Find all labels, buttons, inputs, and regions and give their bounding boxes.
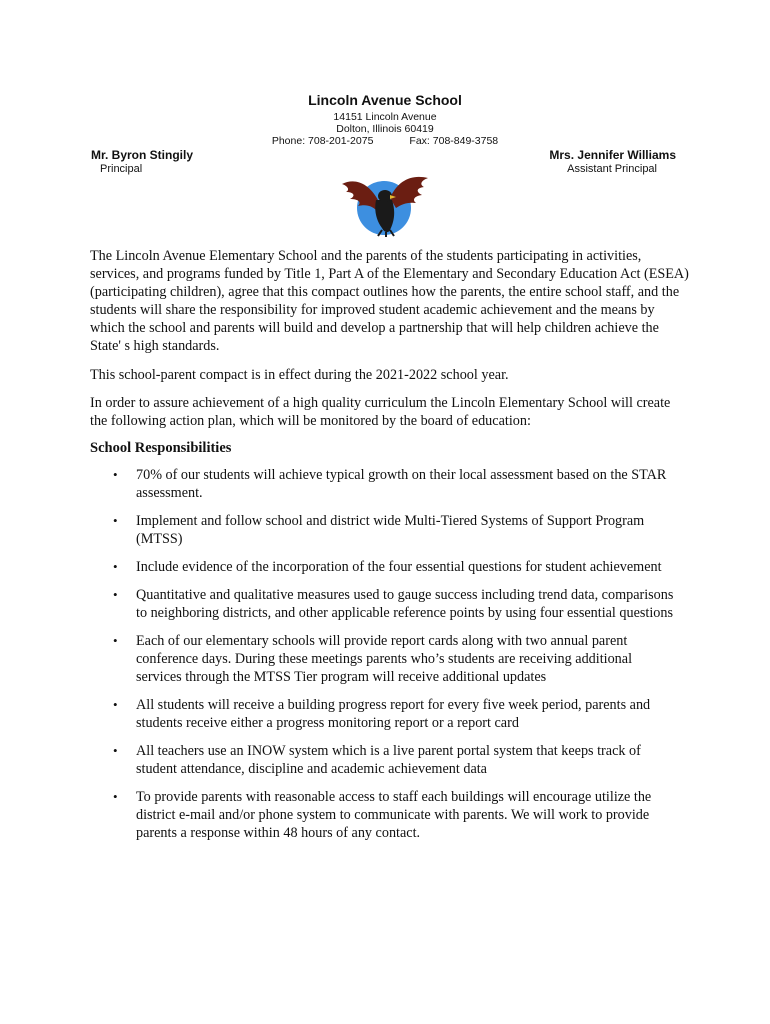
list-item bbox=[0, 466, 676, 502]
compact-intro-paragraph: The Lincoln Avenue Elementary School and the parents of the students participating in activities, services, and programs funded by Title 1, Part A of the Elementary and Secondary Education Act (ESEA) (participating children), agree that this compact outlines how the parents, the entire school staff, and the students will share the responsibility for improved student academic achievement and the means by which the school and parents will build and develop a partnership that will help children achieve the State' s high standards. bbox=[90, 248, 689, 354]
effective-year-paragraph: This school-parent compact is in effect during the 2021-2022 school year. bbox=[90, 367, 509, 383]
school-responsibilities-heading: School Responsibilities bbox=[90, 440, 232, 456]
bullet-icon: • bbox=[113, 467, 118, 482]
school-name: Lincoln Avenue School bbox=[308, 92, 462, 108]
list-item bbox=[0, 586, 676, 622]
responsibilities-list bbox=[0, 466, 770, 852]
contact-line bbox=[0, 135, 770, 147]
list-item bbox=[0, 696, 676, 732]
list-item-text: Implement and follow school and district wide Multi-Tiered Systems of Support Program (MTSS) bbox=[136, 513, 645, 547]
list-item bbox=[0, 558, 676, 576]
fax-number: Fax: 708-849-3758 bbox=[409, 135, 499, 147]
bullet-icon: • bbox=[113, 789, 118, 804]
list-item-text: All teachers use an INOW system which is a live parent portal system that keeps track of student attendance, discipline and academic achievement data bbox=[136, 743, 641, 777]
bullet-icon: • bbox=[113, 743, 118, 758]
bullet-icon: • bbox=[113, 697, 118, 712]
list-item-text: All students will receive a building progress report for every five week period, parents and students receive either a progress monitoring report or a report card bbox=[136, 697, 651, 731]
list-item-text: To provide parents with reasonable access to staff each buildings will encourage utilize the district e-mail and/or phone system to communicate with parents. We will work to provide parents a response within 48 hours of any contact. bbox=[136, 789, 652, 841]
list-item bbox=[0, 512, 676, 548]
list-item-text: 70% of our students will achieve typical growth on their local assessment based on the STAR assessment. bbox=[136, 467, 667, 501]
assistant-principal-title: Assistant Principal bbox=[567, 163, 657, 175]
list-item bbox=[0, 788, 676, 842]
phone-number: Phone: 708-201-2075 bbox=[271, 135, 374, 147]
list-item-text: Quantitative and qualitative measures used to gauge success including trend data, comparisons to neighboring districts, and other applicable reference points by using four essential questions bbox=[136, 587, 674, 621]
list-item bbox=[0, 742, 676, 778]
list-item bbox=[0, 632, 676, 686]
action-plan-paragraph: In order to assure achievement of a high quality curriculum the Lincoln Elementary School will create the following action plan, which will be monitored by the board of education: bbox=[90, 395, 671, 429]
principal-title: Principal bbox=[100, 163, 143, 175]
eagle-mascot-icon bbox=[340, 172, 430, 238]
principal-name: Mr. Byron Stingily bbox=[91, 148, 194, 162]
eagle-head bbox=[378, 190, 392, 202]
bullet-icon: • bbox=[113, 633, 118, 648]
bullet-icon: • bbox=[113, 559, 118, 574]
bullet-icon: • bbox=[113, 513, 118, 528]
address-line-2: Dolton, Illinois 60419 bbox=[336, 123, 434, 135]
address-line-1: 14151 Lincoln Avenue bbox=[333, 111, 437, 123]
list-item-text: Include evidence of the incorporation of the four essential questions for student achievement bbox=[136, 559, 662, 575]
list-item-text: Each of our elementary schools will provide report cards along with two annual parent conference days. During these meetings parents who’s students are receiving additional services through the MTSS Tier program will receive additional updates bbox=[136, 633, 633, 685]
assistant-principal-name: Mrs. Jennifer Williams bbox=[549, 148, 676, 162]
bullet-icon: • bbox=[113, 587, 118, 602]
